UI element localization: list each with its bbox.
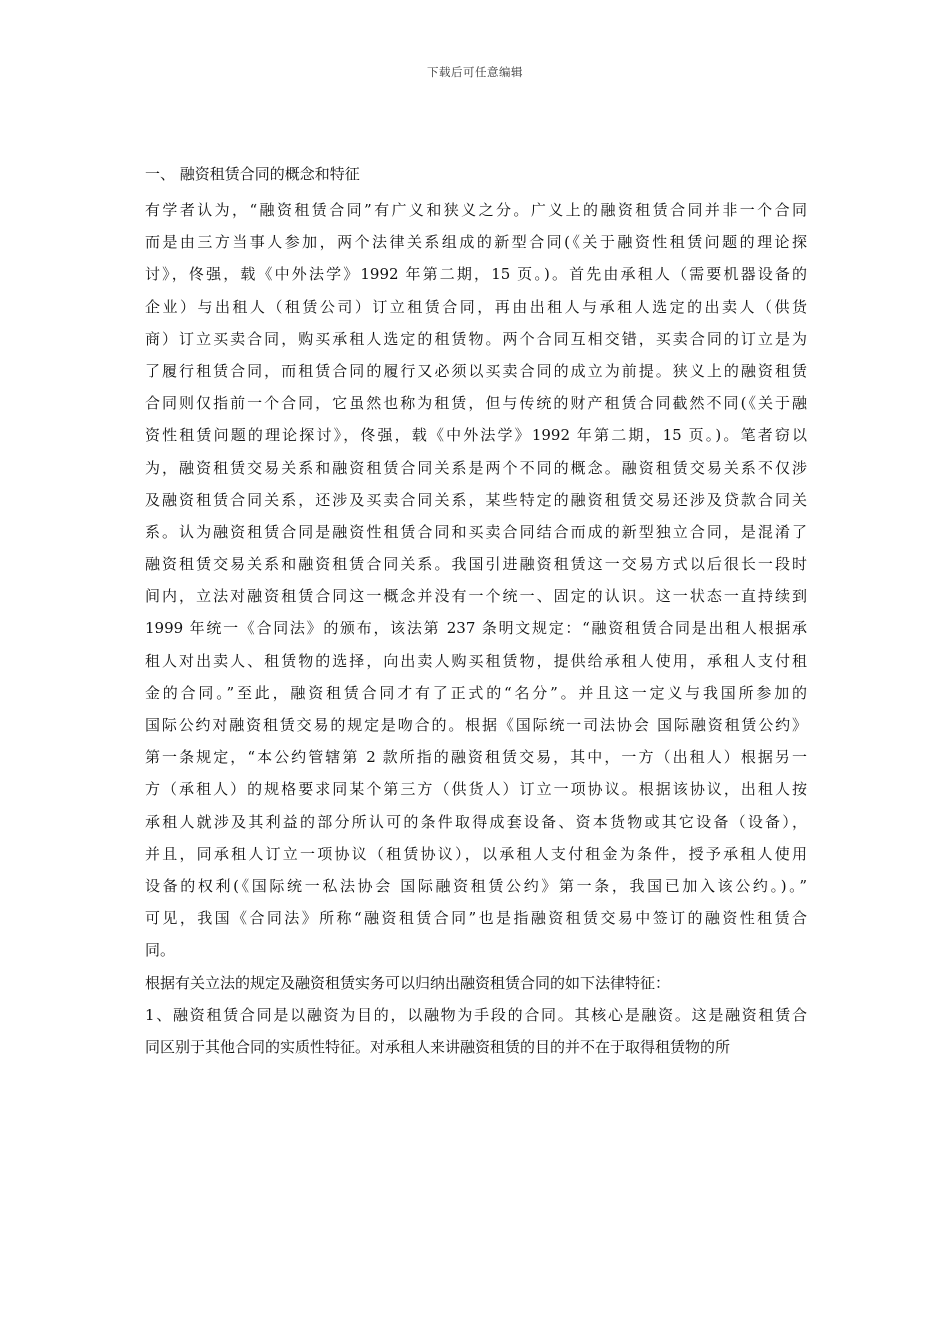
paragraph-line: 1、融资租赁合同是以融资为目的，以融物为手段的合同。其核心是融资。这是融资租赁合	[145, 1005, 807, 1024]
paragraph-line: 可见，我国《合同法》所称“融资租赁合同”也是指融资租赁交易中签订的融资性租赁合	[145, 909, 807, 928]
paragraph-line: 而是由三方当事人参加，两个法律关系组成的新型合同(《关于融资性租赁问题的理论探	[145, 233, 807, 252]
paragraph-line: 承租人就涉及其利益的部分所认可的条件取得成套设备、资本货物或其它设备（设备），	[145, 812, 807, 831]
paragraph-line: 第一条规定，“本公约管辖第 2 款所指的融资租赁交易，其中，一方（出租人）根据另一	[145, 748, 807, 767]
paragraph-line: 了履行租赁合同，而租赁合同的履行又必须以买卖合同的成立为前提。狭义上的融资租赁	[145, 361, 807, 380]
paragraph-line: 商）订立买卖合同，购买承租人选定的租赁物。两个合同互相交错，买卖合同的订立是为	[145, 329, 807, 348]
paragraph-line: 国际公约对融资租赁交易的规定是吻合的。根据《国际统一司法协会 国际融资租赁公约》	[145, 716, 807, 734]
paragraph-line: 资性租赁问题的理论探讨》，佟强，载《中外法学》1992 年第二期，15 页。)。笔者窃以	[145, 426, 807, 445]
paragraph	[145, 999, 807, 1063]
paragraph	[145, 967, 807, 999]
paragraph-line: 为，融资租赁交易关系和融资租赁合同关系是两个不同的概念。融资租赁交易关系不仅涉	[145, 458, 807, 477]
paragraph-line: 根据有关立法的规定及融资租赁实务可以归纳出融资租赁合同的如下法律特征：	[145, 973, 671, 992]
page-header: 下载后可任意编辑	[427, 65, 523, 79]
paragraph-line: 间内，立法对融资租赁合同这一概念并没有一个统一、固定的认识。这一状态一直持续到	[145, 587, 807, 606]
paragraph-line: 企业）与出租人（租赁公司）订立租赁合同，再由出租人与承租人选定的出卖人（供货	[145, 297, 807, 316]
paragraph-line: 租人对出卖人、租赁物的选择，向出卖人购买租赁物，提供给承租人使用，承租人支付租	[145, 651, 807, 670]
paragraph-line: 设备的权利(《国际统一私法协会 国际融资租赁公约》第一条，我国已加入该公约。)。”	[145, 876, 807, 895]
paragraph-line: 并且，同承租人订立一项协议（租赁协议），以承租人支付租金为条件，授予承租人使用	[145, 844, 807, 863]
section-heading: 一、 融资租赁合同的概念和特征	[145, 165, 360, 183]
paragraph-line: 1999 年统一《合同法》的颁布，该法第 237 条明文规定：“融资租赁合同是出租人根据承	[145, 619, 807, 638]
paragraph-line: 同。	[145, 941, 176, 960]
paragraph-line: 融资租赁交易关系和融资租赁合同关系。我国引进融资租赁这一交易方式以后很长一段时	[145, 555, 807, 574]
paragraph-line: 及融资租赁合同关系，还涉及买卖合同关系，某些特定的融资租赁交易还涉及贷款合同关	[145, 490, 807, 509]
paragraph	[145, 194, 807, 967]
document-body	[145, 160, 807, 1063]
paragraph-line: 金的合同。”至此，融资租赁合同才有了正式的“名分”。并且这一定义与我国所参加的	[145, 683, 807, 702]
paragraph-line: 方（承租人）的规格要求同某个第三方（供货人）订立一项协议。根据该协议，出租人按	[145, 780, 807, 799]
paragraph-line: 系。认为融资租赁合同是融资性租赁合同和买卖合同结合而成的新型独立合同，是混淆了	[145, 522, 807, 541]
paragraph-line: 讨》，佟强，载《中外法学》1992 年第二期，15 页。)。首先由承租人（需要机器设备的	[145, 265, 807, 284]
paragraph-line: 有学者认为，“融资租赁合同”有广义和狭义之分。广义上的融资租赁合同并非一个合同	[145, 201, 807, 219]
paragraph-list	[145, 194, 807, 1063]
paragraph-line: 合同则仅指前一个合同，它虽然也称为租赁，但与传统的财产租赁合同截然不同(《关于融	[145, 394, 807, 413]
paragraph-line: 同区别于其他合同的实质性特征。对承租人来讲融资租赁的目的并不在于取得租赁物的所	[145, 1037, 731, 1056]
